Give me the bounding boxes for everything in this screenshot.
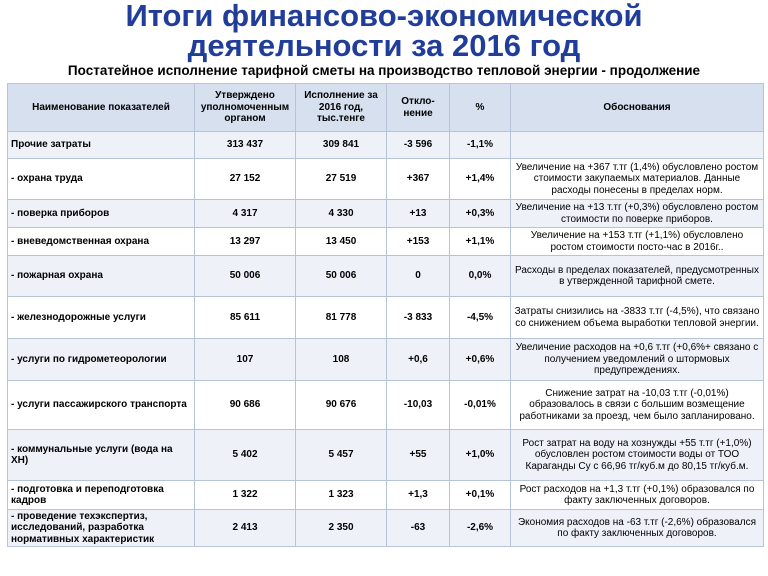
table-row (8, 510, 764, 547)
row-name: - услуги пассажирского транспорта (8, 381, 195, 430)
row-actual: 108 (296, 339, 387, 381)
row-approved: 4 317 (195, 200, 296, 228)
row-justification: Увеличение расходов на +0,6 т.тг (+0,6%+ связано с получением уведомлений о штормовых предупреждениях. (511, 339, 764, 381)
row-percent: +1,4% (450, 159, 511, 200)
row-justification: Рост расходов на +1,3 т.тг (+0,1%) образовался по факту заключенных договоров. (511, 481, 764, 510)
row-actual: 2 350 (296, 510, 387, 547)
row-percent: -1,1% (450, 132, 511, 159)
row-deviation: -10,03 (387, 381, 450, 430)
row-actual: 81 778 (296, 297, 387, 339)
header-approved: Утверждено уполномоченным органом (195, 84, 296, 132)
row-justification: Снижение затрат на -10,03 т.тг (-0,01%) образовалось в связи с большим возмещение работниками за проезд, чем было запланировано. (511, 381, 764, 430)
row-percent: 0,0% (450, 256, 511, 297)
row-deviation: +13 (387, 200, 450, 228)
table-header-row (8, 84, 764, 132)
header-indicator: Наименование показателей (8, 84, 195, 132)
row-percent: +0,3% (450, 200, 511, 228)
row-percent: +0,6% (450, 339, 511, 381)
row-approved: 2 413 (195, 510, 296, 547)
title-line-2: деятельности за 2016 год (187, 28, 581, 63)
row-name: - пожарная охрана (8, 256, 195, 297)
row-name: - услуги по гидрометеорологии (8, 339, 195, 381)
row-justification: Экономия расходов на -63 т.тг (-2,6%) образовался по факту заключенных договоров. (511, 510, 764, 547)
row-name: - железнодорожные услуги (8, 297, 195, 339)
row-approved: 27 152 (195, 159, 296, 200)
row-approved: 50 006 (195, 256, 296, 297)
row-approved: 5 402 (195, 430, 296, 481)
row-approved: 85 611 (195, 297, 296, 339)
table-row (8, 430, 764, 481)
header-justification: Обоснования (511, 84, 764, 132)
row-percent: +1,1% (450, 228, 511, 256)
table-row (8, 159, 764, 200)
table-row (8, 339, 764, 381)
row-deviation: -63 (387, 510, 450, 547)
row-name: - подготовка и переподготовка кадров (8, 481, 195, 510)
row-actual: 90 676 (296, 381, 387, 430)
row-actual: 4 330 (296, 200, 387, 228)
row-name: - вневедомственная охрана (8, 228, 195, 256)
row-actual: 5 457 (296, 430, 387, 481)
table-row (8, 132, 764, 159)
row-name: - проведение техэкспертиз, исследований, разработка нормативных характеристик (8, 510, 195, 547)
row-actual: 50 006 (296, 256, 387, 297)
row-percent: +1,0% (450, 430, 511, 481)
table-row (8, 256, 764, 297)
row-approved: 90 686 (195, 381, 296, 430)
table-row (8, 297, 764, 339)
row-actual: 1 323 (296, 481, 387, 510)
row-justification: Увеличение на +13 т.тг (+0,3%) обусловлено ростом стоимости по поверке приборов. (511, 200, 764, 228)
row-justification: Расходы в пределах показателей, предусмотренных в утвержденной тарифной смете. (511, 256, 764, 297)
row-justification: Увеличение на +367 т.тг (1,4%) обусловлено ростом стоимости закупаемых материалов. Данные расходы понесены в пределах норм. (511, 159, 764, 200)
row-actual: 309 841 (296, 132, 387, 159)
page-subtitle: Постатейное исполнение тарифной сметы на производство тепловой энергии - продолжение (67, 63, 701, 78)
tariff-estimate-table (7, 83, 764, 547)
table-row (8, 381, 764, 430)
table-row (8, 228, 764, 256)
table-row (8, 481, 764, 510)
row-justification: Рост затрат на воду на хознужды +55 т.тг (+1,0%) обусловлен ростом стоимости воды от ТОО Караганды Су с 66,96 тг/куб.м до 80,15 тг/куб.м. (511, 430, 764, 481)
table-row (8, 200, 764, 228)
row-approved: 107 (195, 339, 296, 381)
row-percent: -4,5% (450, 297, 511, 339)
row-deviation: +153 (387, 228, 450, 256)
row-name: - поверка приборов (8, 200, 195, 228)
row-approved: 313 437 (195, 132, 296, 159)
title-line-1: Итоги финансово-экономической (125, 0, 643, 33)
row-percent: -2,6% (450, 510, 511, 547)
row-percent: -0,01% (450, 381, 511, 430)
row-actual: 13 450 (296, 228, 387, 256)
header-actual: Исполнение за 2016 год, тыс.тенге (296, 84, 387, 132)
row-deviation: -3 833 (387, 297, 450, 339)
row-name: - коммунальные услуги (вода на ХН) (8, 430, 195, 481)
row-deviation: +1,3 (387, 481, 450, 510)
row-deviation: +0,6 (387, 339, 450, 381)
row-name: - охрана труда (8, 159, 195, 200)
header-deviation: Откло-нение (387, 84, 450, 132)
row-justification (511, 132, 764, 159)
row-name: Прочие затраты (8, 132, 195, 159)
row-justification: Увеличение на +153 т.тг (+1,1%) обусловлено ростом стоимости посто-час в 2016г.. (511, 228, 764, 256)
row-deviation: +367 (387, 159, 450, 200)
row-approved: 1 322 (195, 481, 296, 510)
row-approved: 13 297 (195, 228, 296, 256)
row-deviation: 0 (387, 256, 450, 297)
row-percent: +0,1% (450, 481, 511, 510)
header-percent: % (450, 84, 511, 132)
row-actual: 27 519 (296, 159, 387, 200)
row-justification: Затраты снизились на -3833 т.тг (-4,5%), что связано со снижением объема выработки тепловой энергии. (511, 297, 764, 339)
row-deviation: +55 (387, 430, 450, 481)
row-deviation: -3 596 (387, 132, 450, 159)
